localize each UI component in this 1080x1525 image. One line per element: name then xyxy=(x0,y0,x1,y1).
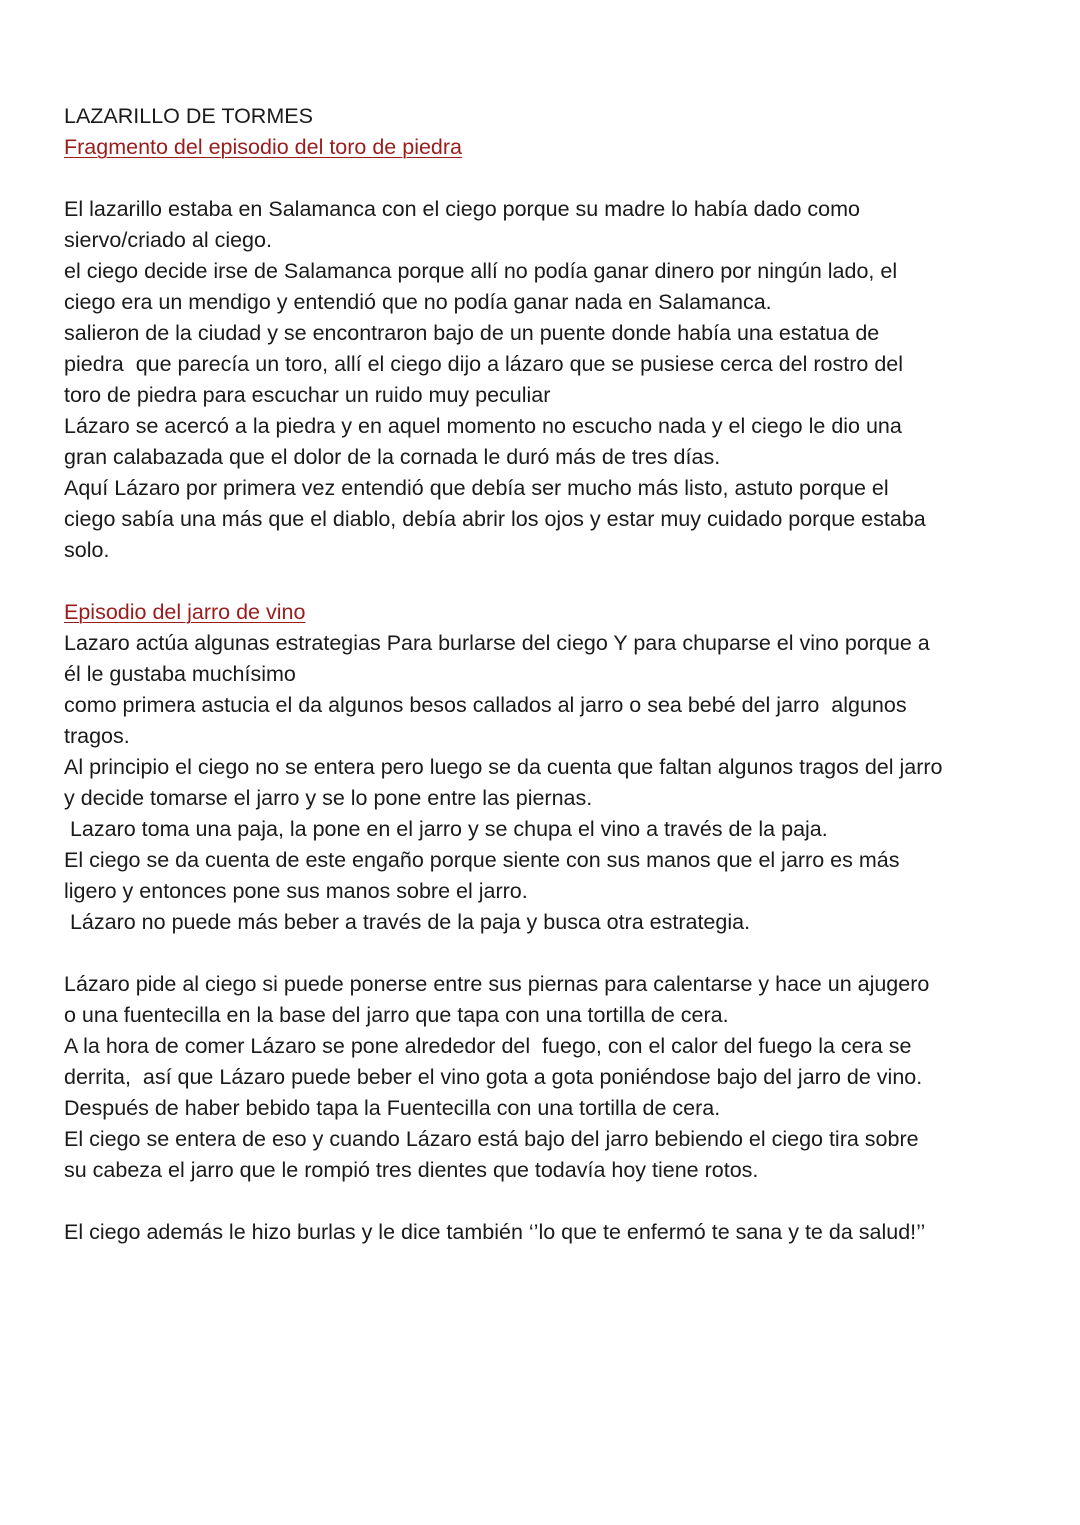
text-line: El ciego se entera de eso y cuando Lázaro está bajo del jarro bebiendo el ciego tira sobre xyxy=(64,1127,919,1151)
text-line: derrita, así que Lázaro puede beber el vino gota a gota poniéndose bajo del jarro de vino. xyxy=(64,1065,923,1089)
section-heading-jarro: Episodio del jarro de vino xyxy=(64,600,306,624)
text-line: como primera astucia el da algunos besos callados al jarro o sea bebé del jarro algunos xyxy=(64,693,907,717)
section-toro-paragraph xyxy=(64,194,1039,566)
text-line: ciego sabía una más que el diablo, debía abrir los ojos y estar muy cuidado porque estaba xyxy=(64,507,926,531)
text-line: Después de haber bebido tapa la Fuentecilla con una tortilla de cera. xyxy=(64,1096,721,1120)
text-line: gran calabazada que el dolor de la cornada le duró más de tres días. xyxy=(64,445,721,469)
text-line: el ciego decide irse de Salamanca porque allí no podía ganar dinero por ningún lado, el xyxy=(64,259,898,283)
text-line: ciego era un mendigo y entendió que no podía ganar nada en Salamanca. xyxy=(64,290,772,314)
text-line: toro de piedra para escuchar un ruido muy peculiar xyxy=(64,383,551,407)
text-line: A la hora de comer Lázaro se pone alrededor del fuego, con el calor del fuego la cera se xyxy=(64,1034,912,1058)
text-line: él le gustaba muchísimo xyxy=(64,662,296,686)
section-heading-toro: Fragmento del episodio del toro de piedra xyxy=(64,135,463,159)
text-line: y decide tomarse el jarro y se lo pone entre las piernas. xyxy=(64,786,593,810)
section-jarro-paragraph xyxy=(64,628,1039,938)
text-line: Lázaro no puede más beber a través de la paja y busca otra estrategia. xyxy=(64,910,751,934)
text-line: su cabeza el jarro que le rompió tres dientes que todavía hoy tiene rotos. xyxy=(64,1158,759,1182)
text-line: piedra que parecía un toro, allí el ciego dijo a lázaro que se pusiese cerca del rostro del xyxy=(64,352,904,376)
blank-line xyxy=(64,566,1039,597)
text-line: Aquí Lázaro por primera vez entendió que debía ser mucho más listo, astuto porque el xyxy=(64,476,889,500)
text-line: salieron de la ciudad y se encontraron bajo de un puente donde había una estatua de xyxy=(64,321,880,345)
text-line: El ciego se da cuenta de este engaño porque siente con sus manos que el jarro es más xyxy=(64,848,900,872)
blank-line xyxy=(64,163,1039,194)
text-line: Lázaro pide al ciego si puede ponerse entre sus piernas para calentarse y hace un ajugero xyxy=(64,972,930,996)
section-fuentecilla-paragraph xyxy=(64,969,1039,1186)
document-title: LAZARILLO DE TORMES xyxy=(64,104,313,128)
blank-line xyxy=(64,1186,1039,1217)
text-line: solo. xyxy=(64,538,110,562)
text-line: Lazaro toma una paja, la pone en el jarro y se chupa el vino a través de la paja. xyxy=(64,817,828,841)
text-line: ligero y entonces pone sus manos sobre el jarro. xyxy=(64,879,528,903)
document-body xyxy=(64,101,1039,1248)
text-line: Lázaro se acercó a la piedra y en aquel momento no escucho nada y el ciego le dio una xyxy=(64,414,902,438)
text-line: Al principio el ciego no se entera pero luego se da cuenta que faltan algunos tragos del jarro xyxy=(64,755,943,779)
text-line: tragos. xyxy=(64,724,130,748)
text-line: Lazaro actúa algunas estrategias Para burlarse del ciego Y para chuparse el vino porque a xyxy=(64,631,930,655)
blank-line xyxy=(64,938,1039,969)
text-line: El ciego además le hizo burlas y le dice también ‘’lo que te enfermó te sana y te da salud!’’ xyxy=(64,1220,926,1244)
section-closing-paragraph xyxy=(64,1217,1039,1248)
text-line: o una fuentecilla en la base del jarro que tapa con una tortilla de cera. xyxy=(64,1003,729,1027)
text-line: El lazarillo estaba en Salamanca con el ciego porque su madre lo había dado como xyxy=(64,197,860,221)
text-line: siervo/criado al ciego. xyxy=(64,228,272,252)
